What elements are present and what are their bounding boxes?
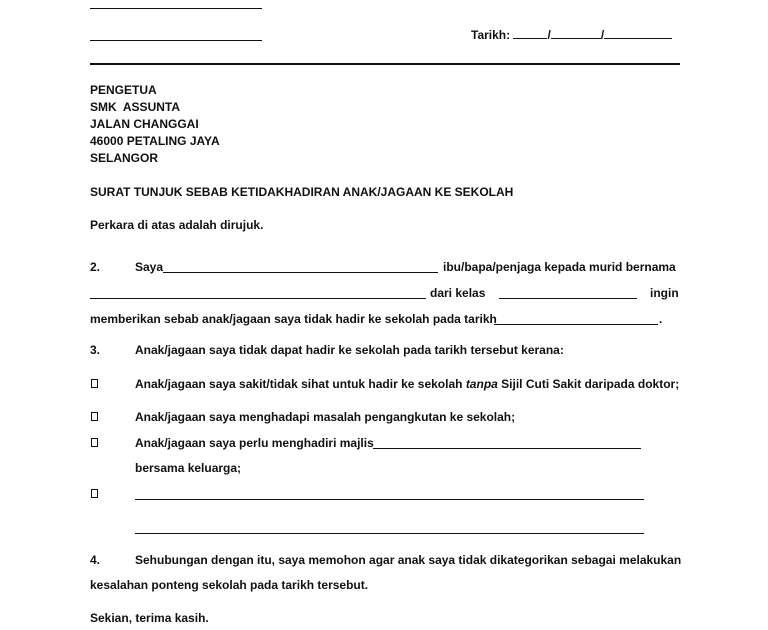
- event-name-blank[interactable]: [373, 448, 641, 449]
- option3-text-b: bersama keluarga;: [135, 461, 242, 475]
- option1-text-a: Anak/jagaan saya sakit/tidak sihat untuk hadir ke sekolah: [135, 377, 463, 391]
- para3-number: 3.: [90, 343, 101, 357]
- tarikh-sep-1: /: [547, 28, 551, 42]
- address-line-2: SMK ASSUNTA: [90, 100, 180, 114]
- option1-text: [135, 377, 679, 391]
- option4-checkbox[interactable]: [91, 489, 98, 498]
- tarikh-day-blank[interactable]: [513, 27, 547, 39]
- absence-date-blank[interactable]: [494, 324, 658, 325]
- tarikh-month-blank[interactable]: [551, 27, 601, 39]
- para3-text: Anak/jagaan saya tidak dapat hadir ke sekolah pada tarikh tersebut kerana:: [135, 343, 564, 357]
- para2-parent-text: ibu/bapa/penjaga kepada murid bernama: [443, 260, 676, 274]
- option3-checkbox[interactable]: [91, 438, 98, 447]
- closing-text: Sekian, terima kasih.: [90, 611, 209, 625]
- option1-text-italic: tanpa: [465, 377, 498, 391]
- address-line-1: PENGETUA: [90, 83, 157, 97]
- letter-subject: SURAT TUNJUK SEBAB KETIDAKHADIRAN ANAK/JAGAAN KE SEKOLAH: [90, 185, 514, 199]
- para2-ingin: ingin: [650, 286, 679, 300]
- other-reason-blank-2[interactable]: [135, 533, 644, 534]
- address-line-3: JALAN CHANGGAI: [90, 117, 199, 131]
- para2-period: .: [659, 312, 663, 326]
- para4-line2: kesalahan ponteng sekolah pada tarikh tersebut.: [90, 578, 369, 592]
- option2-checkbox[interactable]: [91, 412, 98, 421]
- parent-name-blank[interactable]: [163, 272, 438, 273]
- sender-line-2[interactable]: [90, 40, 262, 41]
- option3-text-a: Anak/jagaan saya perlu menghadiri majlis: [135, 436, 374, 450]
- para4-line1: Sehubungan dengan itu, saya memohon agar anak saya tidak dikategorikan sebagai melakukan: [135, 553, 682, 567]
- sender-line-1[interactable]: [90, 8, 262, 9]
- para2-saya: Saya: [135, 260, 164, 274]
- option1-checkbox[interactable]: [91, 379, 98, 388]
- tarikh-field: [471, 27, 672, 42]
- other-reason-blank-1[interactable]: [135, 499, 644, 500]
- reference-text: Perkara di atas adalah dirujuk.: [90, 218, 264, 232]
- header-divider: [90, 63, 680, 65]
- para4-number: 4.: [90, 553, 101, 567]
- tarikh-year-blank[interactable]: [604, 27, 672, 39]
- address-line-5: SELANGOR: [90, 151, 159, 165]
- student-name-blank[interactable]: [90, 298, 426, 299]
- para2-number: 2.: [90, 260, 101, 274]
- para2-line3: memberikan sebab anak/jagaan saya tidak hadir ke sekolah pada tarikh: [90, 312, 497, 326]
- option2-text: Anak/jagaan saya menghadapi masalah pengangkutan ke sekolah;: [135, 410, 516, 424]
- para2-dari-kelas: dari kelas: [430, 286, 486, 300]
- tarikh-label: Tarikh:: [471, 28, 511, 42]
- option1-text-b: Sijil Cuti Sakit daripada doktor;: [501, 377, 680, 391]
- class-blank[interactable]: [499, 298, 637, 299]
- tarikh-sep-2: /: [600, 28, 605, 42]
- address-line-4: 46000 PETALING JAYA: [90, 134, 220, 148]
